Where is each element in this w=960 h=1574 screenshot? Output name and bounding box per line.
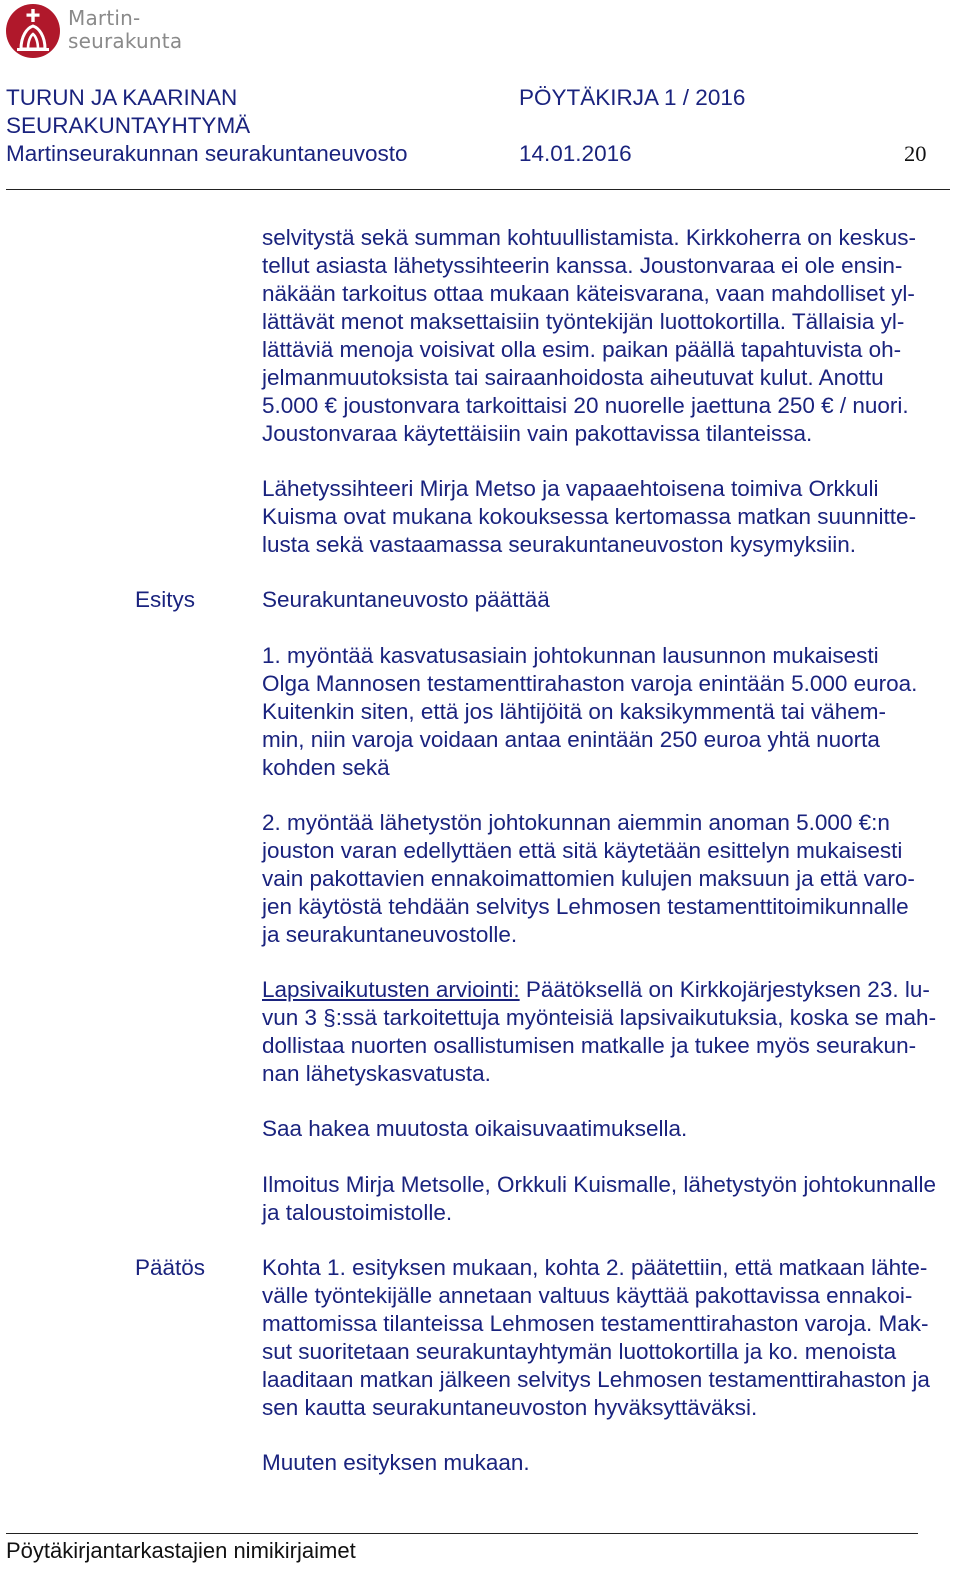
header-divider xyxy=(6,189,950,190)
inspector-initials-label: Pöytäkirjantarkastajien nimikirjaimet xyxy=(6,1538,356,1563)
logo-line-1: Martin- xyxy=(68,6,141,30)
meeting-date: 14.01.2016 xyxy=(519,141,632,166)
notification-recipients: Ilmoitus Mirja Metsolle, Orkkuli Kuismalle, lähetystyön johtokunnalle ja taloustoimistolle. xyxy=(262,1172,937,1225)
proposal-item-1: 1. myöntää kasvatusasiain johtokunnan lausunnon mukaisesti Olga Mannosen testamenttirahaston varoja enintään 5.000 euroa. Kuitenkin siten, että jos lähtijöitä on kaksikymmentä tai vähem- min, niin varoja voidaan antaa enintään 250 euroa yhtä nuorta kohden sekä xyxy=(262,643,918,780)
paragraph-background: selvitystä sekä summan kohtuullistamista. Kirkkoherra on keskus- tellut asiasta lähetyssihteerin kanssa. Joustonvaraa ei ole ensin- näkään tarkoitus ottaa mukaan käteisvarana, vaan mahdolliset yl- lättävät menot maksettaisiin työntekijän luottokortilla. Tällaisia yl- lättäviä menoja voisivat olla esim. paikan päällä tapahtuvista oh- jelmanmuutoksista tai sairaanhoidosta aiheutuvat kulut. Anottu 5.000 € joustonvara tarkoittaisi 20 nuorelle jaettuna 250 € / nuori. Joustonvaraa käytettäisiin vain pakottavissa tilanteissa. xyxy=(262,225,916,446)
decision-text: Kohta 1. esityksen mukaan, kohta 2. päätettiin, että matkaan lähte- välle työntekijälle annetaan valtuus käyttää pakottavissa ennakoi- mattomissa tilanteissa Lehmosen testamenttirahaston varoja. Mak- sut suoritetaan seurakuntayhtymän luottokortilla ja ko. menoista laaditaan matkan jälkeen selvitys Lehmosen testamenttirahaston ja sen kautta seurakuntaneuvoston hyväksyttäväksi. xyxy=(262,1255,930,1420)
proposal-item-2: 2. myöntää lähetystön johtokunnan aiemmin anoman 5.000 €:n jouston varan edellyttäen että sitä käytetään esittelyn mukaisesti vain pakottavien ennakoimattomien kulujen maksuun ja että varo- jen käytöstä tehdään selvitys Lehmosen testamenttitoimikunnalle ja seurakuntaneuvostolle. xyxy=(262,810,915,947)
section-label-paatos: Päätös xyxy=(135,1255,206,1280)
appeal-notice: Saa hakea muutosta oikaisuvaatimuksella. xyxy=(262,1116,688,1141)
proposal-intro: Seurakuntaneuvosto päättää xyxy=(262,587,550,612)
paragraph-presenters: Lähetyssihteeri Mirja Metso ja vapaaehtoisena toimiva Orkkuli Kuisma ovat mukana kokouksessa kertomassa matkan suunnitte- lusta sekä vastaamassa seurakuntaneuvoston kysymyksiin. xyxy=(262,476,917,557)
parish-logo xyxy=(5,3,185,59)
document-title: PÖYTÄKIRJA 1 / 2016 xyxy=(519,85,746,110)
decision-otherwise: Muuten esityksen mukaan. xyxy=(262,1450,530,1475)
org-name-line-1: TURUN JA KAARINAN xyxy=(6,85,238,110)
child-impact-heading: Lapsivaikutusten arviointi: xyxy=(262,977,520,1002)
org-name-line-2: SEURAKUNTAYHTYMÄ xyxy=(6,113,251,138)
section-label-esitys: Esitys xyxy=(135,587,196,612)
footer-divider xyxy=(6,1533,918,1534)
logo-wordmark xyxy=(68,7,182,53)
page-number: 20 xyxy=(904,141,927,166)
child-impact-assessment xyxy=(262,976,954,1088)
logo-line-2: seurakunta xyxy=(68,29,183,53)
child-impact-text: Päätöksellä on Kirkkojärjestyksen 23. lu- vun 3 §:ssä tarkoitettuja myönteisiä lapsivaikutuksia, koska se mah- dollistaa nuorten osallistumisen matkalle ja tukee myös seurakun- nan lähetyskasvatusta. xyxy=(262,977,937,1086)
church-emblem-icon xyxy=(5,3,61,59)
meeting-body: Martinseurakunnan seurakuntaneuvosto xyxy=(6,141,408,166)
